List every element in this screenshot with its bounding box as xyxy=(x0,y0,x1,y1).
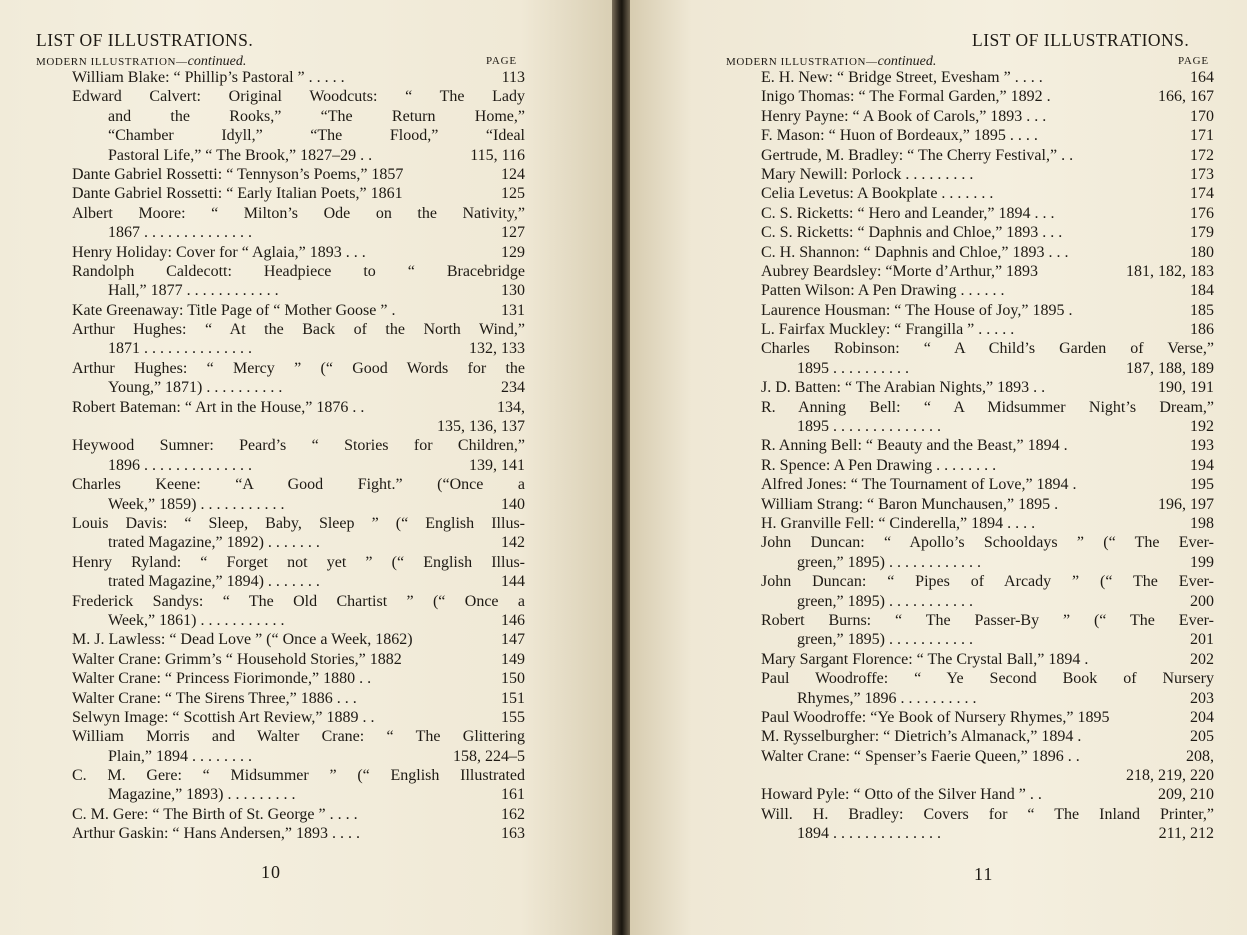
page-number: 150 xyxy=(501,670,525,688)
page-number: 125 xyxy=(501,185,525,203)
entry-title: R. Spence: A Pen Drawing . . . . . . . . xyxy=(761,456,997,474)
entry-line xyxy=(72,359,525,378)
entry-title: 1896 . . . . . . . . . . . . . . xyxy=(108,456,252,474)
page-number: 164 xyxy=(1190,69,1214,86)
page-number: 155 xyxy=(501,708,525,726)
entry-title: John Duncan: “ Pipes of Arcady ” (“ The Ever- xyxy=(761,573,1214,591)
list-item xyxy=(761,495,1214,514)
list-item xyxy=(72,68,525,87)
entry-title: John Duncan: “ Apollo’s Schooldays ” (“ The Ever- xyxy=(761,534,1214,552)
entry-line xyxy=(761,223,1214,242)
list-item xyxy=(761,146,1214,165)
list-item xyxy=(72,204,525,243)
entry-line xyxy=(761,592,1214,611)
page-number: 131 xyxy=(501,301,525,319)
list-item xyxy=(761,281,1214,300)
page-number: 196, 197 xyxy=(1158,495,1214,513)
list-item xyxy=(761,669,1214,708)
entry-title: Plain,” 1894 . . . . . . . . xyxy=(108,747,252,765)
page-number: 127 xyxy=(501,224,525,242)
entry-title: Charles Robinson: “ A Child’s Garden of Verse,” xyxy=(761,340,1214,358)
list-item xyxy=(72,165,525,184)
entry-title: Aubrey Beardsley: “Morte d’Arthur,” 1893 xyxy=(761,262,1039,280)
entry-line xyxy=(761,320,1214,339)
page-number: 184 xyxy=(1190,282,1214,300)
entry-line xyxy=(761,243,1214,262)
entry-title: trated Magazine,” 1892) . . . . . . . xyxy=(108,534,320,552)
entry-title: Walter Crane: “ The Sirens Three,” 1886 . . . xyxy=(72,689,357,707)
list-item xyxy=(761,456,1214,475)
list-item xyxy=(72,514,525,553)
entry-line xyxy=(761,766,1214,785)
entry-title: Arthur Hughes: “ Mercy ” (“ Good Words for the xyxy=(72,359,525,377)
page-number: 176 xyxy=(1190,204,1214,222)
entry-line xyxy=(72,301,525,320)
page-number: 200 xyxy=(1190,592,1214,610)
entry-title: Arthur Gaskin: “ Hans Andersen,” 1893 . . . . xyxy=(72,825,360,843)
list-item xyxy=(761,339,1214,378)
page-number: 151 xyxy=(501,689,525,707)
page-number: 149 xyxy=(501,650,525,668)
page-number: 195 xyxy=(1190,476,1214,494)
entry-line xyxy=(72,630,525,649)
list-item xyxy=(761,378,1214,397)
subhead-prefix: MODERN ILLUSTRATION— xyxy=(726,56,878,68)
page-number: 209, 210 xyxy=(1158,786,1214,804)
entry-title: R. Anning Bell: “ A Midsummer Night’s Dream,” xyxy=(761,398,1214,416)
entry-line xyxy=(761,436,1214,455)
entry-line xyxy=(72,824,525,843)
folio-left: 10 xyxy=(261,862,281,882)
entry-title: Rhymes,” 1896 . . . . . . . . . . xyxy=(797,689,977,707)
entry-title: Hall,” 1877 . . . . . . . . . . . . xyxy=(108,282,279,300)
entry-line xyxy=(72,126,525,145)
list-item xyxy=(761,126,1214,145)
entry-title: Paul Woodroffe: “ Ye Second Book of Nursery xyxy=(761,670,1214,688)
entry-line xyxy=(761,184,1214,203)
entry-title: Mary Newill: Porlock . . . . . . . . . xyxy=(761,165,974,183)
list-item xyxy=(72,553,525,592)
entry-title: Paul Woodroffe: “Ye Book of Nursery Rhymes,” 1895 xyxy=(761,708,1110,726)
entry-title: Henry Payne: “ A Book of Carols,” 1893 . . . xyxy=(761,107,1047,125)
entry-line xyxy=(761,456,1214,475)
entry-line xyxy=(761,204,1214,223)
list-item xyxy=(72,359,525,398)
entry-line xyxy=(761,475,1214,494)
page-number: 194 xyxy=(1190,456,1214,474)
entry-title: M. Rysselburgher: “ Dietrich’s Almanack,” 1894 . xyxy=(761,728,1082,746)
entry-title: Walter Crane: “ Spenser’s Faerie Queen,” 1896 . . xyxy=(761,747,1080,765)
list-item xyxy=(72,669,525,688)
entry-title: Heywood Sumner: Peard’s “ Stories for Children,” xyxy=(72,437,525,455)
entry-line xyxy=(72,475,525,494)
page-number: 201 xyxy=(1190,631,1214,649)
entry-line xyxy=(761,68,1214,87)
entry-line xyxy=(761,339,1214,358)
entry-title: Dante Gabriel Rossetti: “ Early Italian Poets,” 1861 xyxy=(72,185,403,203)
entry-line xyxy=(72,107,525,126)
page-number: 132, 133 xyxy=(469,340,525,358)
page-number: 166, 167 xyxy=(1158,88,1214,106)
page-number: 185 xyxy=(1190,301,1214,319)
page-number: 142 xyxy=(501,534,525,552)
page-number: 205 xyxy=(1190,728,1214,746)
list-item xyxy=(761,262,1214,281)
list-item xyxy=(761,165,1214,184)
page-number: 172 xyxy=(1190,146,1214,164)
entry-title: Celia Levetus: A Bookplate . . . . . . . xyxy=(761,185,994,203)
page-number: 147 xyxy=(501,631,525,649)
list-item xyxy=(72,824,525,843)
entry-line xyxy=(72,456,525,475)
list-item xyxy=(761,68,1214,87)
entry-title: William Morris and Walter Crane: “ The Glittering xyxy=(72,728,525,746)
list-item xyxy=(761,785,1214,804)
entry-title: 1871 . . . . . . . . . . . . . . xyxy=(108,340,252,358)
entry-title: “Chamber Idyll,” “The Flood,” “Ideal xyxy=(108,127,525,145)
list-item xyxy=(72,262,525,301)
entry-line xyxy=(72,553,525,572)
entry-title: 1894 . . . . . . . . . . . . . . xyxy=(797,825,941,843)
entry-line xyxy=(72,514,525,533)
entry-line xyxy=(761,824,1214,843)
entry-line xyxy=(761,514,1214,533)
entry-title: 1895 . . . . . . . . . . . . . . xyxy=(797,418,941,436)
illustration-list-right xyxy=(761,68,1214,844)
entry-title: Laurence Housman: “ The House of Joy,” 1895 . xyxy=(761,301,1073,319)
entry-title: Alfred Jones: “ The Tournament of Love,” 1894 . xyxy=(761,476,1077,494)
page-number: 161 xyxy=(501,786,525,804)
entry-title: Charles Keene: “A Good Fight.” (“Once a xyxy=(72,476,525,494)
entry-title: Dante Gabriel Rossetti: “ Tennyson’s Poems,” 1857 xyxy=(72,165,404,183)
page-number: 163 xyxy=(501,825,525,843)
page-number: 162 xyxy=(501,805,525,823)
page-number: 202 xyxy=(1190,650,1214,668)
folio-right: 11 xyxy=(974,864,994,884)
entry-title: Louis Davis: “ Sleep, Baby, Sleep ” (“ English Illus- xyxy=(72,514,525,532)
subhead-continued: continued. xyxy=(187,54,247,69)
entry-title: C. M. Gere: “ Midsummer ” (“ English Illustrated xyxy=(72,767,525,785)
list-item xyxy=(761,320,1214,339)
entry-title: Robert Bateman: “ Art in the House,” 1876 . . xyxy=(72,398,365,416)
page-number: 173 xyxy=(1190,165,1214,183)
list-item xyxy=(72,398,525,437)
entry-title: C. H. Shannon: “ Daphnis and Chloe,” 1893 . . . xyxy=(761,243,1069,261)
entry-title: trated Magazine,” 1894) . . . . . . . xyxy=(108,573,320,591)
entry-title: J. D. Batten: “ The Arabian Nights,” 1893 . . xyxy=(761,379,1046,397)
page-number: 218, 219, 220 xyxy=(1126,767,1214,785)
entry-line xyxy=(761,107,1214,126)
page-number: 180 xyxy=(1190,243,1214,261)
page-number: 193 xyxy=(1190,437,1214,455)
list-item xyxy=(761,87,1214,106)
entry-title: C. S. Ricketts: “ Daphnis and Chloe,” 1893 . . . xyxy=(761,224,1063,242)
subhead-prefix: MODERN ILLUSTRATION— xyxy=(36,56,188,68)
entry-title: Henry Holiday: Cover for “ Aglaia,” 1893 . . . xyxy=(72,243,366,261)
entry-line xyxy=(761,708,1214,727)
entry-title: Edward Calvert: Original Woodcuts: “ The Lady xyxy=(72,88,525,106)
list-item xyxy=(761,223,1214,242)
list-item xyxy=(72,805,525,824)
entry-line xyxy=(72,611,525,630)
entry-line xyxy=(761,126,1214,145)
page-number: 203 xyxy=(1190,689,1214,707)
entry-title: Randolph Caldecott: Headpiece to “ Bracebridge xyxy=(72,262,525,280)
list-item xyxy=(761,243,1214,262)
entry-title: 1895 . . . . . . . . . . xyxy=(797,359,909,377)
list-item xyxy=(761,301,1214,320)
illustration-list-left xyxy=(72,68,525,844)
page-column-label-left: PAGE xyxy=(486,55,517,67)
list-item xyxy=(761,747,1214,786)
entry-line xyxy=(761,281,1214,300)
page-number: 181, 182, 183 xyxy=(1126,262,1214,280)
entry-title: Inigo Thomas: “ The Formal Garden,” 1892 . xyxy=(761,88,1051,106)
list-item xyxy=(72,436,525,475)
page-number: 139, 141 xyxy=(469,456,525,474)
entry-title: R. Anning Bell: “ Beauty and the Beast,” 1894 . xyxy=(761,437,1068,455)
page-number: 186 xyxy=(1190,321,1214,339)
entry-title: green,” 1895) . . . . . . . . . . . xyxy=(797,592,973,610)
entry-title: and the Rooks,” “The Return Home,” xyxy=(108,107,525,125)
list-item xyxy=(761,650,1214,669)
entry-title: Young,” 1871) . . . . . . . . . . xyxy=(108,379,283,397)
entry-line xyxy=(72,689,525,708)
entry-line xyxy=(72,708,525,727)
entry-line xyxy=(761,727,1214,746)
entry-title: Will. H. Bradley: Covers for “ The Inland Printer,” xyxy=(761,805,1214,823)
entry-title: Howard Pyle: “ Otto of the Silver Hand ” . . xyxy=(761,786,1042,804)
entry-line xyxy=(761,611,1214,630)
entry-line xyxy=(72,495,525,514)
page-number: 192 xyxy=(1190,418,1214,436)
entry-line xyxy=(761,650,1214,669)
entry-line xyxy=(72,572,525,591)
page-number: 190, 191 xyxy=(1158,379,1214,397)
page-number: 199 xyxy=(1190,553,1214,571)
right-page xyxy=(630,0,1247,935)
list-item xyxy=(761,572,1214,611)
entry-line xyxy=(72,533,525,552)
entry-line xyxy=(72,320,525,339)
entry-line xyxy=(761,689,1214,708)
entry-title: Week,” 1861) . . . . . . . . . . . xyxy=(108,611,285,629)
page-number: 115, 116 xyxy=(470,146,525,164)
entry-line xyxy=(761,747,1214,766)
entry-title: F. Mason: “ Huon of Bordeaux,” 1895 . . . . xyxy=(761,127,1038,145)
list-item xyxy=(72,630,525,649)
list-item xyxy=(761,475,1214,494)
list-item xyxy=(72,708,525,727)
entry-line xyxy=(761,165,1214,184)
entry-line xyxy=(72,436,525,455)
entry-title: green,” 1895) . . . . . . . . . . . . xyxy=(797,553,981,571)
entry-title: Frederick Sandys: “ The Old Chartist ” (“ Once a xyxy=(72,592,525,610)
list-item xyxy=(761,107,1214,126)
entry-line xyxy=(761,146,1214,165)
page-number: 174 xyxy=(1190,185,1214,203)
entry-line xyxy=(761,87,1214,106)
entry-line xyxy=(761,572,1214,591)
list-item xyxy=(72,184,525,203)
list-item xyxy=(761,514,1214,533)
entry-title: Henry Ryland: “ Forget not yet ” (“ English Illus- xyxy=(72,553,525,571)
entry-title: Robert Burns: “ The Passer-By ” (“ The Ever- xyxy=(761,611,1214,629)
list-item xyxy=(761,727,1214,746)
entry-line xyxy=(72,805,525,824)
entry-line xyxy=(72,592,525,611)
page-number: 170 xyxy=(1190,107,1214,125)
entry-line xyxy=(761,533,1214,552)
entry-line xyxy=(72,747,525,766)
page-number: 144 xyxy=(501,573,525,591)
entry-line xyxy=(72,727,525,746)
page-number: 146 xyxy=(501,611,525,629)
subhead-continued: continued. xyxy=(877,54,937,69)
page-number: 204 xyxy=(1190,708,1214,726)
entry-title: E. H. New: “ Bridge Street, Evesham ” . . . . xyxy=(761,69,1043,86)
entry-title: Gertrude, M. Bradley: “ The Cherry Festival,” . . xyxy=(761,146,1074,164)
entry-line xyxy=(761,785,1214,804)
page-number: 130 xyxy=(501,282,525,300)
left-page xyxy=(0,0,612,935)
entry-line xyxy=(72,243,525,262)
entry-line xyxy=(72,378,525,397)
entry-line xyxy=(72,87,525,106)
entry-title: green,” 1895) . . . . . . . . . . . xyxy=(797,631,973,649)
list-item xyxy=(761,708,1214,727)
page-number: 134, xyxy=(497,398,525,416)
entry-title: Walter Crane: “ Princess Fiorimonde,” 1880 . . xyxy=(72,670,372,688)
entry-line xyxy=(761,262,1214,281)
entry-line xyxy=(72,669,525,688)
entry-line xyxy=(72,398,525,417)
list-item xyxy=(72,475,525,514)
page-number: 211, 212 xyxy=(1158,825,1214,843)
entry-line xyxy=(761,398,1214,417)
entry-title: Kate Greenaway: Title Page of “ Mother Goose ” . xyxy=(72,301,396,319)
entry-line xyxy=(72,68,525,87)
entry-line xyxy=(72,281,525,300)
entry-line xyxy=(761,301,1214,320)
entry-title: Magazine,” 1893) . . . . . . . . . xyxy=(108,786,296,804)
entry-line xyxy=(72,165,525,184)
entry-title: Week,” 1859) . . . . . . . . . . . xyxy=(108,495,285,513)
entry-line xyxy=(761,417,1214,436)
list-item xyxy=(72,320,525,359)
entry-line xyxy=(72,204,525,223)
list-item xyxy=(72,87,525,165)
entry-title: Patten Wilson: A Pen Drawing . . . . . . xyxy=(761,282,1005,300)
entry-title: C. S. Ricketts: “ Hero and Leander,” 1894 . . . xyxy=(761,204,1055,222)
entry-line xyxy=(72,766,525,785)
entry-line xyxy=(72,785,525,804)
list-item xyxy=(761,611,1214,650)
book-gutter xyxy=(612,0,630,935)
page-number: 135, 136, 137 xyxy=(437,418,525,436)
entry-title: Albert Moore: “ Milton’s Ode on the Nativity,” xyxy=(72,204,525,222)
entry-line xyxy=(761,378,1214,397)
page-number: 124 xyxy=(501,165,525,183)
list-item xyxy=(72,650,525,669)
entry-line xyxy=(761,630,1214,649)
running-head-left: LIST OF ILLUSTRATIONS. xyxy=(36,30,254,50)
page-number: 113 xyxy=(501,69,525,86)
list-item xyxy=(761,398,1214,437)
entry-line xyxy=(761,669,1214,688)
list-item xyxy=(761,204,1214,223)
list-item xyxy=(761,436,1214,455)
entry-line xyxy=(72,417,525,436)
entry-line xyxy=(72,223,525,242)
page-number: 187, 188, 189 xyxy=(1126,359,1214,377)
entry-title: C. M. Gere: “ The Birth of St. George ” . . . . xyxy=(72,805,358,823)
entry-line xyxy=(72,339,525,358)
entry-line xyxy=(72,650,525,669)
entry-title: Walter Crane: Grimm’s “ Household Stories,” 1882 xyxy=(72,650,402,668)
list-item xyxy=(761,184,1214,203)
list-item xyxy=(761,805,1214,844)
entry-title: William Blake: “ Phillip’s Pastoral ” . . . . . xyxy=(72,69,345,86)
page-number: 158, 224–5 xyxy=(453,747,525,765)
list-item xyxy=(72,689,525,708)
entry-line xyxy=(72,184,525,203)
entry-title: M. J. Lawless: “ Dead Love ” (“ Once a Week, 1862) xyxy=(72,631,413,649)
entry-line xyxy=(72,146,525,165)
entry-line xyxy=(72,262,525,281)
entry-line xyxy=(761,805,1214,824)
entry-line xyxy=(761,495,1214,514)
page-number: 198 xyxy=(1190,514,1214,532)
page-number: 179 xyxy=(1190,224,1214,242)
entry-title: Mary Sargant Florence: “ The Crystal Ball,” 1894 . xyxy=(761,650,1089,668)
running-head-right: LIST OF ILLUSTRATIONS. xyxy=(972,30,1190,50)
entry-title: William Strang: “ Baron Munchausen,” 1895 . xyxy=(761,495,1059,513)
page-number: 234 xyxy=(501,379,525,397)
list-item xyxy=(72,243,525,262)
entry-line xyxy=(761,553,1214,572)
list-item xyxy=(72,301,525,320)
entry-title: Selwyn Image: “ Scottish Art Review,” 1889 . . xyxy=(72,708,375,726)
page-number: 171 xyxy=(1190,127,1214,145)
list-item xyxy=(72,727,525,766)
entry-title: 1867 . . . . . . . . . . . . . . xyxy=(108,224,252,242)
page-column-label-right: PAGE xyxy=(1178,55,1209,67)
entry-line xyxy=(761,359,1214,378)
entry-title: Arthur Hughes: “ At the Back of the North Wind,” xyxy=(72,321,525,339)
entry-title: Pastoral Life,” “ The Brook,” 1827–29 . . xyxy=(108,146,373,164)
page-number: 140 xyxy=(501,495,525,513)
entry-title: L. Fairfax Muckley: “ Frangilla ” . . . . . xyxy=(761,321,1015,339)
entry-title: H. Granville Fell: “ Cinderella,” 1894 . . . . xyxy=(761,514,1036,532)
page-number: 129 xyxy=(501,243,525,261)
list-item xyxy=(72,766,525,805)
list-item xyxy=(761,533,1214,572)
page-number: 208, xyxy=(1186,747,1214,765)
list-item xyxy=(72,592,525,631)
